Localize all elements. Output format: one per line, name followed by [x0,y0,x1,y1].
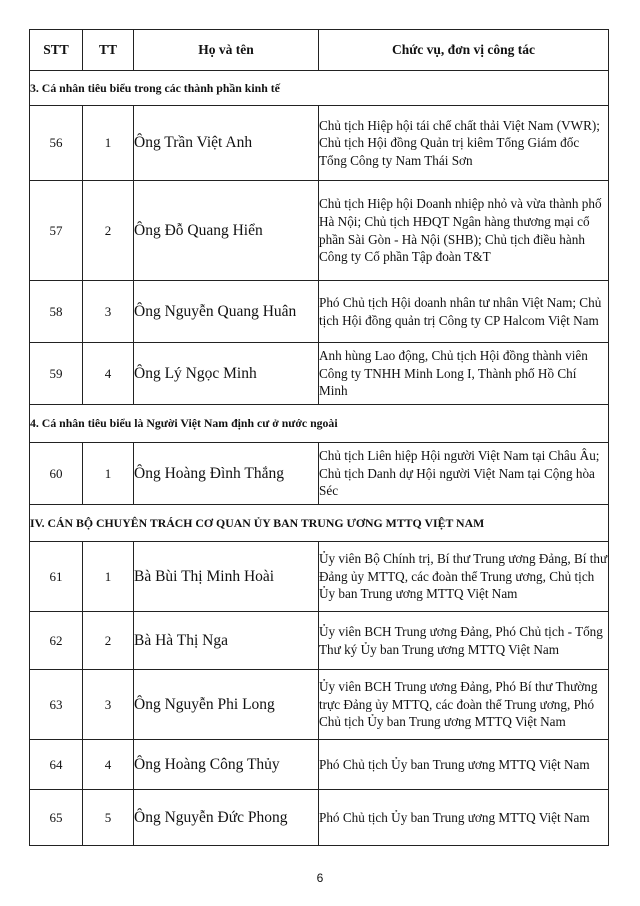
table-row [30,740,609,790]
header-role: Chức vụ, đơn vị công tác [319,30,609,71]
stt-cell: 61 [30,542,83,612]
stt-cell: 65 [30,790,83,846]
stt-cell: 60 [30,443,83,505]
table-row [30,443,609,505]
tt-cell: 2 [83,612,134,670]
tt-cell: 5 [83,790,134,846]
table-header-row [30,30,609,71]
table-row [30,612,609,670]
name-cell: Ông Đỗ Quang Hiển [134,181,319,281]
table-row [30,790,609,846]
table-row [30,281,609,343]
role-cell: Chủ tịch Hiệp hội Doanh nhiệp nhỏ và vừa thành phố Hà Nội; Chủ tịch HĐQT Ngân hàng thương mại cổ phần Sài Gòn - Hà Nội (SHB); Chủ tịch điều hành Công ty Cổ phần Tập đoàn T&T [319,181,609,281]
table-row [30,542,609,612]
section-heading: 3. Cá nhân tiêu biểu trong các thành phần kinh tế [30,71,609,106]
stt-cell: 59 [30,343,83,405]
name-cell: Ông Lý Ngọc Minh [134,343,319,405]
personnel-table [29,29,609,846]
section-heading: IV. CÁN BỘ CHUYÊN TRÁCH CƠ QUAN ỦY BAN TRUNG ƯƠNG MTTQ VIỆT NAM [30,505,609,542]
section-heading-row [30,405,609,443]
table-row [30,106,609,181]
tt-cell: 1 [83,542,134,612]
section-heading-row [30,505,609,542]
role-cell: Anh hùng Lao động, Chủ tịch Hội đồng thành viên Công ty TNHH Minh Long I, Thành phố Hồ Chí Minh [319,343,609,405]
role-cell: Ủy viên BCH Trung ương Đảng, Phó Bí thư Thường trực Đảng ủy MTTQ, các đoàn thể Trung ương, Phó Chủ tịch Ủy ban Trung ương MTTQ Việt Nam [319,670,609,740]
stt-cell: 62 [30,612,83,670]
role-cell: Phó Chủ tịch Ủy ban Trung ương MTTQ Việt Nam [319,740,609,790]
role-cell: Phó Chủ tịch Hội doanh nhân tư nhân Việt Nam; Chủ tịch Hội đồng quản trị Công ty CP Halcom Việt Nam [319,281,609,343]
section-heading: 4. Cá nhân tiêu biểu là Người Việt Nam định cư ở nước ngoài [30,405,609,443]
tt-cell: 3 [83,281,134,343]
name-cell: Ông Hoàng Công Thủy [134,740,319,790]
table-row [30,181,609,281]
name-cell: Ông Nguyễn Đức Phong [134,790,319,846]
tt-cell: 3 [83,670,134,740]
tt-cell: 2 [83,181,134,281]
table-body [30,71,609,846]
stt-cell: 64 [30,740,83,790]
role-cell: Ủy viên Bộ Chính trị, Bí thư Trung ương Đảng, Bí thư Đảng ủy MTTQ, các đoàn thể Trung ương, Chủ tịch Ủy ban Trung ương MTTQ Việt Nam [319,542,609,612]
tt-cell: 1 [83,443,134,505]
header-stt: STT [30,30,83,71]
stt-cell: 58 [30,281,83,343]
role-cell: Chủ tịch Liên hiệp Hội người Việt Nam tại Châu Âu; Chủ tịch Danh dự Hội người Việt Nam tại Cộng hòa Séc [319,443,609,505]
role-cell: Chủ tịch Hiệp hội tái chế chất thải Việt Nam (VWR); Chủ tịch Hội đồng Quản trị kiêm Tổng Giám đốc Tổng Công ty Nam Thái Sơn [319,106,609,181]
name-cell: Ông Nguyễn Phi Long [134,670,319,740]
name-cell: Ông Hoàng Đình Thắng [134,443,319,505]
tt-cell: 1 [83,106,134,181]
page-number: 6 [316,871,324,885]
table-row [30,670,609,740]
role-cell: Phó Chủ tịch Ủy ban Trung ương MTTQ Việt Nam [319,790,609,846]
tt-cell: 4 [83,740,134,790]
header-name: Họ và tên [134,30,319,71]
table-row [30,343,609,405]
stt-cell: 56 [30,106,83,181]
tt-cell: 4 [83,343,134,405]
stt-cell: 57 [30,181,83,281]
header-tt: TT [83,30,134,71]
name-cell: Bà Bùi Thị Minh Hoài [134,542,319,612]
name-cell: Ông Trần Việt Anh [134,106,319,181]
section-heading-row [30,71,609,106]
name-cell: Bà Hà Thị Nga [134,612,319,670]
name-cell: Ông Nguyễn Quang Huân [134,281,319,343]
role-cell: Ủy viên BCH Trung ương Đảng, Phó Chủ tịch - Tổng Thư ký Ủy ban Trung ương MTTQ Việt Nam [319,612,609,670]
stt-cell: 63 [30,670,83,740]
